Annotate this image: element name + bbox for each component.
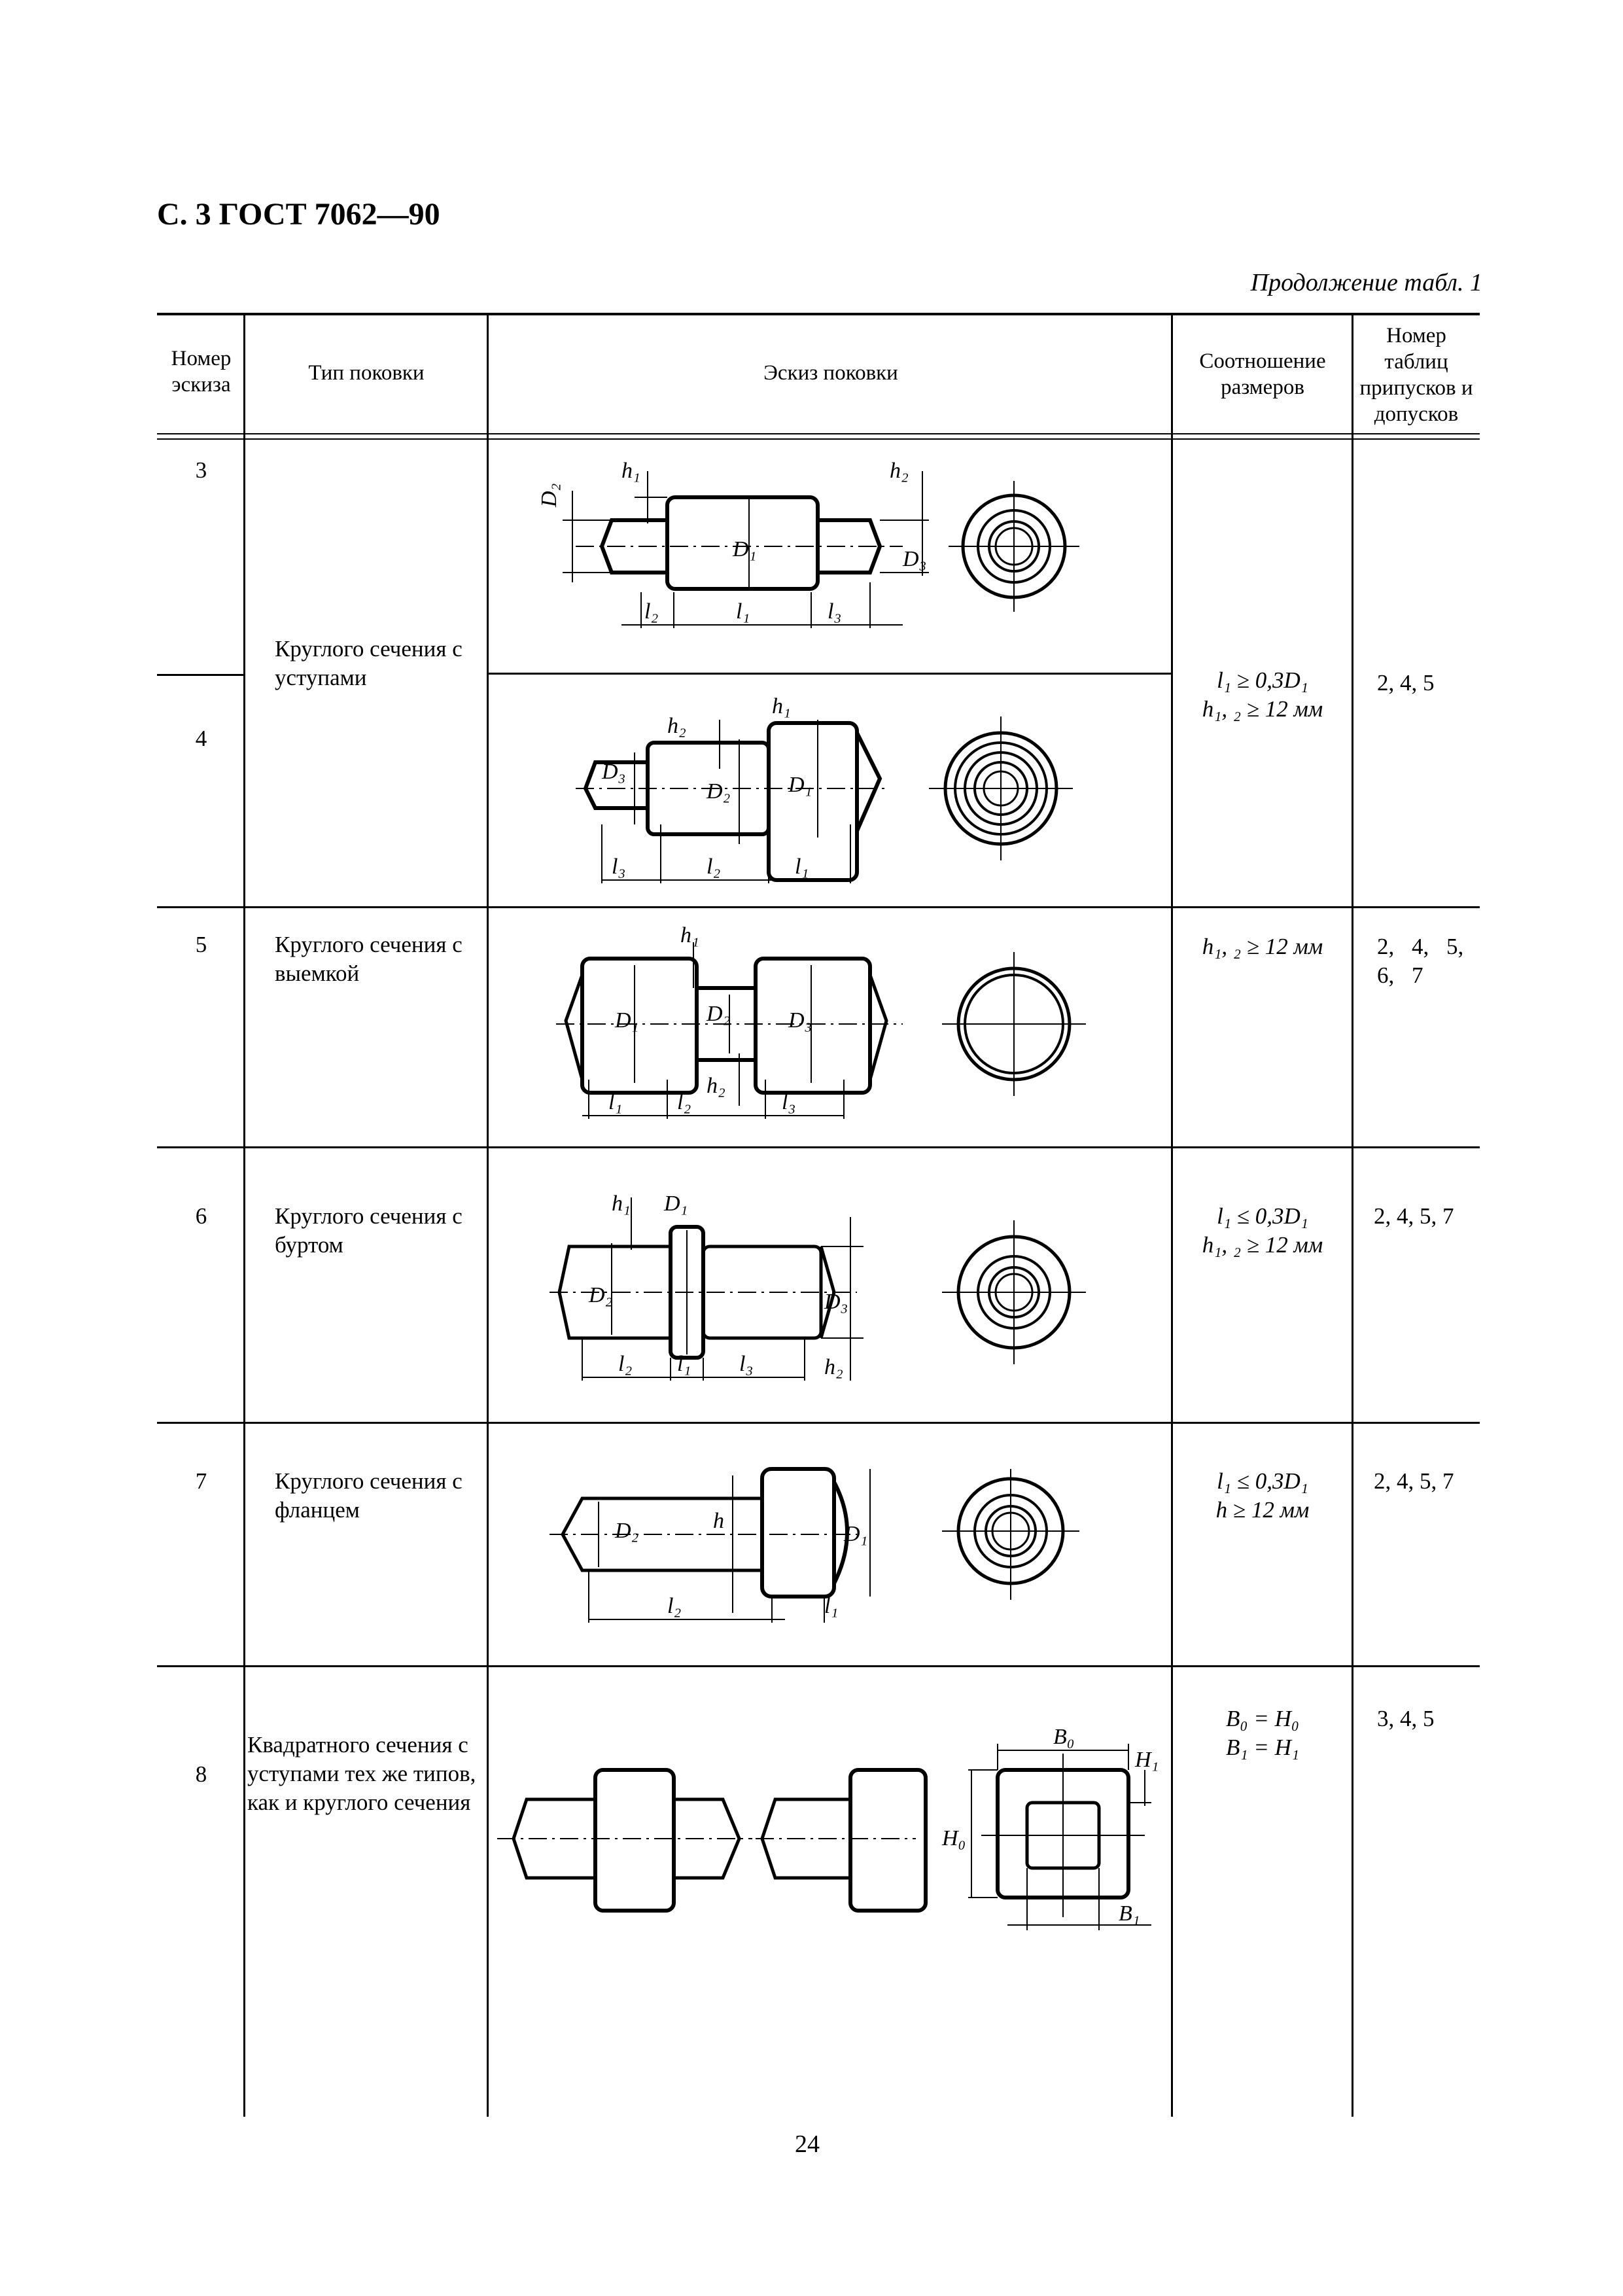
dim-label: D₁ bbox=[664, 1192, 688, 1216]
row-divider bbox=[157, 1146, 1480, 1148]
size-ratio bbox=[1174, 666, 1351, 724]
col-divider bbox=[243, 313, 245, 2117]
col-header-tables-number: Номер таблиц припусков и допусков bbox=[1359, 324, 1473, 426]
col-header-size-ratio: Соотношение размеров bbox=[1199, 349, 1326, 399]
dim-label: h bbox=[713, 1509, 724, 1533]
size-ratio bbox=[1174, 1202, 1351, 1260]
row-number: 4 bbox=[195, 726, 207, 751]
tables-number: 2, 4, 5 bbox=[1377, 670, 1435, 696]
dim-label: l₃ bbox=[612, 855, 626, 879]
dim-label: l₁ bbox=[795, 855, 809, 879]
size-ratio bbox=[1174, 1467, 1351, 1525]
row-number: 6 bbox=[195, 1203, 207, 1229]
row-number: 5 bbox=[195, 932, 207, 957]
dim-label: h₁ bbox=[621, 459, 640, 483]
forging-type: Квадратного сечения с уступами тех же типов, как и круглого сечения bbox=[247, 1732, 476, 1815]
row-divider bbox=[157, 906, 1480, 908]
table-header-rule bbox=[157, 433, 1480, 434]
sketch-7-forging-drawing bbox=[550, 1449, 1086, 1646]
dim-label: h₂ bbox=[707, 1074, 725, 1098]
dim-label: l₃ bbox=[739, 1352, 754, 1376]
col-divider bbox=[487, 313, 489, 2117]
row-divider bbox=[157, 1422, 1480, 1424]
table-continuation-note: Продолжение табл. 1 bbox=[1250, 269, 1482, 296]
ratio-line: l₁ ≥ 0,3D₁ bbox=[1217, 667, 1308, 693]
dim-label: B₁ bbox=[1119, 1901, 1140, 1926]
dim-label: D₃ bbox=[824, 1290, 848, 1314]
forging-type: Круглого сечения с уступами bbox=[275, 636, 462, 690]
col-header-forging-sketch: Эскиз поковки bbox=[763, 361, 898, 385]
dim-label: l₂ bbox=[667, 1594, 682, 1618]
dim-label: h₂ bbox=[824, 1355, 843, 1379]
dim-label: D₂ bbox=[589, 1283, 613, 1307]
dim-label: H₁ bbox=[1135, 1748, 1159, 1772]
size-ratio bbox=[1174, 932, 1351, 961]
dim-label: l₃ bbox=[782, 1090, 796, 1114]
dim-label: l₂ bbox=[677, 1090, 691, 1114]
tables-number: 2, 4, 5, 6, 7 bbox=[1377, 934, 1464, 988]
tables-number: 2, 4, 5, 7 bbox=[1374, 1468, 1454, 1494]
tables-number: 3, 4, 5 bbox=[1377, 1706, 1435, 1731]
ratio-line: B₀ = H₀ bbox=[1225, 1706, 1300, 1731]
dim-label: l₁ bbox=[677, 1352, 691, 1376]
dim-label: h₂ bbox=[890, 459, 909, 483]
col-header-sketch-number: Номер эскиза bbox=[171, 347, 232, 397]
dim-label: D₁ bbox=[844, 1522, 868, 1546]
row-number: 8 bbox=[195, 1761, 207, 1787]
table-top-rule bbox=[157, 313, 1480, 315]
col-divider bbox=[1352, 313, 1353, 2117]
row-number: 3 bbox=[195, 457, 207, 483]
forging-type: Круглого сечения с фланцем bbox=[275, 1468, 462, 1523]
dim-label: D₁ bbox=[788, 773, 812, 797]
dim-label: D₂ bbox=[707, 779, 731, 804]
page-number: 24 bbox=[795, 2130, 820, 2158]
ratio-line: h₁, ₂ ≥ 12 мм bbox=[1202, 934, 1323, 959]
dim-label: B₀ bbox=[1053, 1725, 1075, 1749]
dim-label: D₁ bbox=[615, 1008, 639, 1033]
dim-label: l₂ bbox=[644, 599, 659, 624]
forging-type: Круглого сечения с буртом bbox=[275, 1203, 462, 1258]
dim-label: D₂ bbox=[537, 483, 561, 507]
page-header: С. 3 ГОСТ 7062—90 bbox=[157, 197, 440, 232]
forging-type: Круглого сечения с выемкой bbox=[275, 932, 462, 986]
dim-label: l₂ bbox=[618, 1352, 633, 1376]
dim-label: h₁ bbox=[772, 694, 791, 718]
dim-label: l₁ bbox=[736, 599, 750, 624]
ratio-line: h ≥ 12 мм bbox=[1215, 1497, 1310, 1523]
tables-number: 2, 4, 5, 7 bbox=[1374, 1203, 1454, 1229]
dim-label: h₁ bbox=[680, 923, 699, 947]
row-divider bbox=[157, 1665, 1480, 1667]
dim-label: D₂ bbox=[615, 1519, 639, 1543]
dim-label: l₂ bbox=[707, 855, 721, 879]
ratio-line: l₁ ≤ 0,3D₁ bbox=[1217, 1468, 1308, 1494]
ratio-line: l₁ ≤ 0,3D₁ bbox=[1217, 1203, 1308, 1229]
dim-label: h₂ bbox=[667, 714, 686, 738]
row-divider bbox=[157, 674, 243, 676]
dim-label: D₃ bbox=[788, 1008, 812, 1033]
dim-label: l₁ bbox=[608, 1090, 623, 1114]
table-header-rule bbox=[157, 438, 1480, 440]
col-divider bbox=[1171, 313, 1173, 2117]
ratio-line: h₁, ₂ ≥ 12 мм bbox=[1202, 696, 1323, 722]
dim-label: D₂ bbox=[707, 1002, 731, 1026]
dim-label: H₀ bbox=[942, 1826, 966, 1850]
dim-label: l₁ bbox=[824, 1594, 839, 1618]
size-ratio bbox=[1174, 1704, 1351, 1762]
row-divider bbox=[487, 673, 1171, 675]
sketch-8-forging-drawing bbox=[497, 1708, 1159, 1943]
dim-label: D₁ bbox=[733, 537, 757, 561]
dim-label: l₃ bbox=[828, 599, 842, 624]
dim-label: h₁ bbox=[612, 1192, 631, 1216]
row-number: 7 bbox=[195, 1468, 207, 1494]
sketch-3-forging-drawing bbox=[536, 451, 1073, 648]
ratio-line: h₁, ₂ ≥ 12 мм bbox=[1202, 1232, 1323, 1258]
dim-label: D₃ bbox=[903, 547, 927, 571]
sketch-4-forging-drawing bbox=[576, 694, 1099, 890]
ratio-line: B₁ = H₁ bbox=[1225, 1735, 1300, 1760]
dim-label: D₃ bbox=[602, 760, 626, 784]
sketch-6-forging-drawing bbox=[550, 1184, 1086, 1400]
sketch-5-forging-drawing bbox=[550, 923, 1086, 1132]
col-header-forging-type: Тип поковки bbox=[308, 361, 425, 385]
